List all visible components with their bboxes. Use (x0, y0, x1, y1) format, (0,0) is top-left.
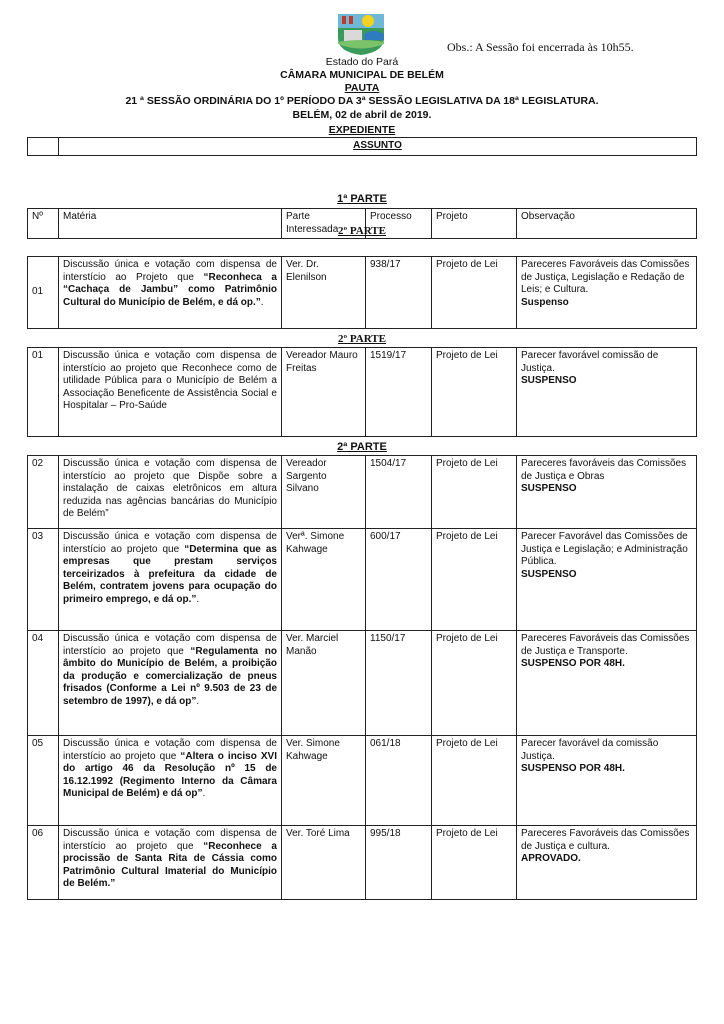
item-materia: Discussão única e votação com dispensa de interstício ao projeto que “Reconhece a procissão de Santa Rita de Cássia como Patrimônio Cultural Imaterial do Município de Belém.” (59, 826, 282, 900)
item-parte-interessada: Ver. Toré Lima (282, 826, 366, 900)
item-number: 01 (28, 348, 59, 437)
item-processo: 938/17 (366, 257, 432, 329)
expediente-title: EXPEDIENTE (328, 124, 396, 136)
item-parte-interessada: Ver. Marciel Manão (282, 631, 366, 736)
item-parte-interessada: Verª. Simone Kahwage (282, 529, 366, 631)
item-projeto: Projeto de Lei (432, 257, 517, 329)
col-header-observacao: Observação (517, 209, 697, 239)
agenda-row (28, 631, 697, 736)
item-parte-interessada: Vereador Mauro Freitas (282, 348, 366, 437)
item-number: 04 (28, 631, 59, 736)
item-observacao: Pareceres favoráveis das Comissões de Justiça e Obras SUSPENSO (517, 456, 697, 529)
item-number: 06 (28, 826, 59, 900)
session-title: 21 ª SESSÃO ORDINÁRIA DO 1º PERÍODO DA 3ª SESSÃO LEGISLATIVA DA 18ª LEGISLATURA. (125, 95, 599, 107)
section-title: 2ª PARTE (337, 441, 387, 453)
agenda-row (28, 456, 697, 529)
chamber-name: CÂMARA MUNICIPAL DE BELÉM (280, 69, 444, 81)
status-label: Suspenso (521, 296, 569, 308)
col-header-materia: Matéria (59, 209, 282, 239)
item-materia: Discussão única e votação com dispensa de interstício ao projeto que Dispõe sobre a instalação de caixas eletrônicos em altura reduzida nas agências bancárias do Município de Belém” (59, 456, 282, 529)
item-number: 02 (28, 456, 59, 529)
item-observacao: Pareceres Favoráveis das Comissões de Justiça e cultura. APROVADO. (517, 826, 697, 900)
assunto-blank-cell (28, 138, 59, 156)
agenda-table (27, 347, 697, 437)
assunto-header: ASSUNTO (59, 138, 697, 156)
agenda-table (27, 455, 697, 900)
item-observacao: Parecer favorável comissão de Justiça. SUSPENSO (517, 348, 697, 437)
assunto-table (27, 137, 697, 156)
state-name: Estado do Pará (325, 56, 399, 68)
agenda-table (27, 256, 697, 329)
item-projeto: Projeto de Lei (432, 736, 517, 826)
col-header-processo: Processo (366, 209, 432, 239)
item-number: 05 (28, 736, 59, 826)
item-projeto: Projeto de Lei (432, 826, 517, 900)
item-materia: Discussão única e votação com dispensa de interstício ao projeto que “Regulamenta no âmbito do Município de Belém, a proibição da produção e comercialização de pneus frisados (Conforme a Lei nº 9.503 de 23 de setembro de 1997), e dá op”. (59, 631, 282, 736)
col-header-projeto: Projeto (432, 209, 517, 239)
item-observacao: Pareceres Favoráveis das Comissões de Justiça, Legislação e Redação de Leis; e Cultura. Suspenso (517, 257, 697, 329)
item-parte-interessada: Vereador Sargento Silvano (282, 456, 366, 529)
session-date: BELÉM, 02 de abril de 2019. (292, 109, 432, 121)
agenda-row (28, 736, 697, 826)
coat-of-arms-logo (334, 12, 388, 56)
item-number: 01 (28, 257, 59, 329)
item-processo: 600/17 (366, 529, 432, 631)
section-title: 2º PARTE (338, 333, 386, 345)
item-projeto: Projeto de Lei (432, 348, 517, 437)
item-processo: 1150/17 (366, 631, 432, 736)
session-closed-note: Obs.: A Sessão foi encerrada às 10h55. (447, 40, 634, 54)
item-materia: Discussão única e votação com dispensa de interstício ao projeto que “Altera o inciso XVI do artigo 46 da Resolução nº 15 de 16.12.1992 (Regimento Interno da Câmara Municipal de Belém) e dá op”. (59, 736, 282, 826)
agenda-row (28, 348, 697, 437)
status-label: SUSPENSO POR 48H. (521, 658, 625, 670)
item-parte-interessada: Ver. Dr. Elenilson (282, 257, 366, 329)
agenda-row (28, 826, 697, 900)
item-processo: 1504/17 (366, 456, 432, 529)
col-header-parte: Parte Interessada (282, 209, 366, 239)
col-header-num: Nº (28, 209, 59, 239)
agenda-row (28, 257, 697, 329)
section-title: 2º PARTE (338, 225, 386, 237)
item-materia: Discussão única e votação com dispensa de interstício ao Projeto que “Reconheca a “Cachaça de Jambu” como Patrimônio Cultural do Município de Belém, e dá op.”. (59, 257, 282, 329)
item-projeto: Projeto de Lei (432, 456, 517, 529)
agenda-row (28, 529, 697, 631)
item-processo: 995/18 (366, 826, 432, 900)
item-processo: 1519/17 (366, 348, 432, 437)
item-parte-interessada: Ver. Simone Kahwage (282, 736, 366, 826)
item-observacao: Parecer Favorável das Comissões de Justiça e Legislação; e Administração Pública. SUSPENSO (517, 529, 697, 631)
item-processo: 061/18 (366, 736, 432, 826)
status-label: SUSPENSO (521, 375, 577, 387)
item-observacao: Pareceres Favoráveis das Comissões de Justiça e Transporte. SUSPENSO POR 48H. (517, 631, 697, 736)
item-observacao: Parecer favorável da comissão Justiça. SUSPENSO POR 48H. (517, 736, 697, 826)
item-number: 03 (28, 529, 59, 631)
status-label: SUSPENSO (521, 483, 577, 495)
pauta-title: PAUTA (344, 82, 380, 94)
item-materia: Discussão única e votação com dispensa de interstício ao projeto que “Determina que as empresas que prestam serviços terceirizados à prefeitura da cidade de Belém, contratem jovens para ocupação do primeiro emprego, e dá op.”. (59, 529, 282, 631)
item-projeto: Projeto de Lei (432, 529, 517, 631)
item-projeto: Projeto de Lei (432, 631, 517, 736)
status-label: SUSPENSO POR 48H. (521, 763, 625, 775)
status-label: APROVADO. (521, 853, 581, 865)
item-materia: Discussão única e votação com dispensa de interstício ao projeto que Reconhece como de utilidade Pública para o Município de Belém a Associação Beneficente de Assistência Social e Hospitalar – Pro-Saúde (59, 348, 282, 437)
status-label: SUSPENSO (521, 568, 577, 580)
parte1-title: 1ª PARTE (337, 193, 387, 205)
